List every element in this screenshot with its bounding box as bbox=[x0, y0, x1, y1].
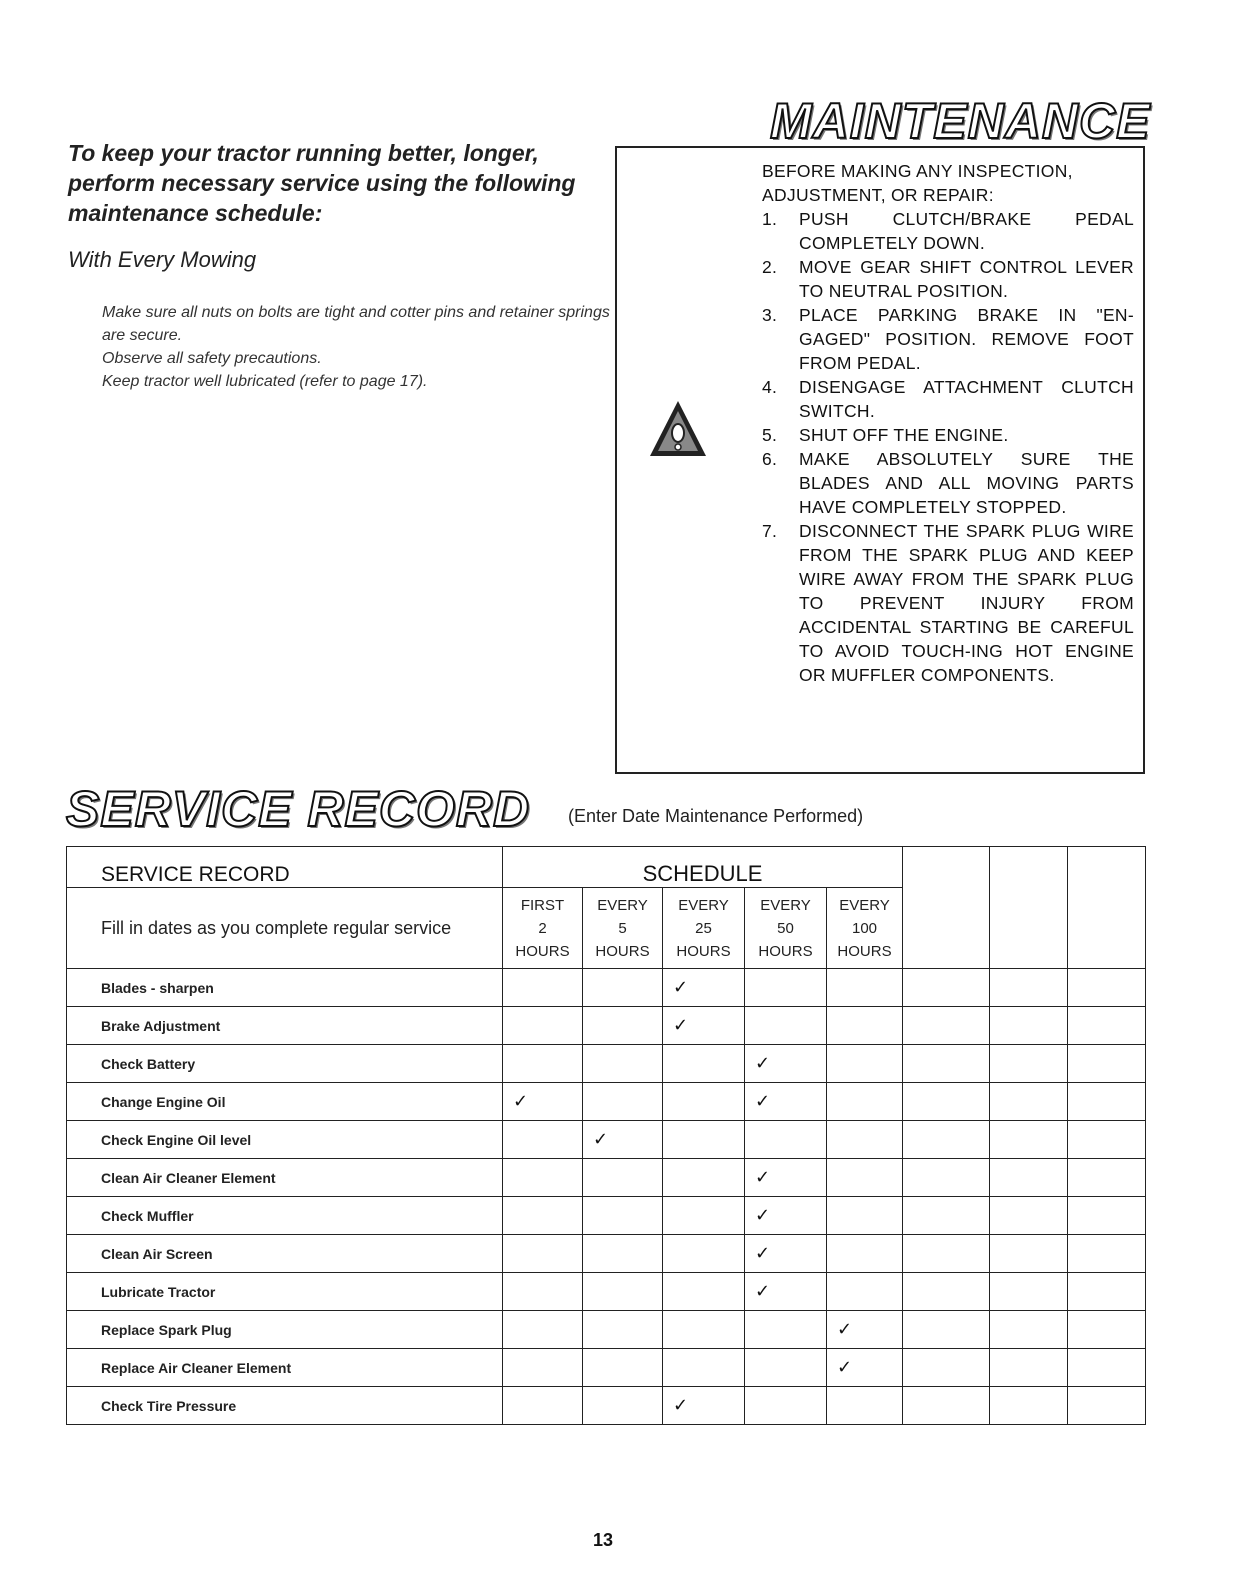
schedule-cell bbox=[745, 1349, 827, 1387]
service-record-table bbox=[66, 846, 1146, 1425]
warning-step bbox=[762, 303, 1134, 375]
schedule-cell bbox=[827, 1045, 903, 1083]
check-mark-icon: ✓ bbox=[745, 1273, 827, 1311]
date-entry-cell[interactable] bbox=[990, 1159, 1068, 1197]
table-row bbox=[67, 1045, 1146, 1083]
date-entry-cell[interactable] bbox=[990, 1311, 1068, 1349]
schedule-cell bbox=[583, 1387, 663, 1425]
date-column-header bbox=[903, 847, 990, 969]
service-record-title: SERVICE RECORD bbox=[66, 781, 531, 837]
date-entry-cell[interactable] bbox=[990, 1007, 1068, 1045]
date-entry-cell[interactable] bbox=[990, 1387, 1068, 1425]
table-row bbox=[67, 1159, 1146, 1197]
warning-step bbox=[762, 423, 1134, 447]
date-entry-cell[interactable] bbox=[1068, 1159, 1146, 1197]
step-text: SHUT OFF THE ENGINE. bbox=[799, 425, 1009, 445]
date-entry-cell[interactable] bbox=[903, 969, 990, 1007]
table-row bbox=[67, 1121, 1146, 1159]
date-entry-cell[interactable] bbox=[1068, 1349, 1146, 1387]
mowing-item: Observe all safety precautions. bbox=[102, 350, 322, 367]
date-entry-cell[interactable] bbox=[903, 1045, 990, 1083]
table-row bbox=[67, 1273, 1146, 1311]
date-entry-cell[interactable] bbox=[903, 1311, 990, 1349]
mowing-list bbox=[102, 301, 612, 393]
table-row bbox=[67, 1311, 1146, 1349]
date-entry-cell[interactable] bbox=[990, 969, 1068, 1007]
schedule-cell bbox=[503, 1197, 583, 1235]
step-text: DISENGAGE ATTACHMENT CLUTCH SWITCH. bbox=[799, 377, 1134, 421]
date-entry-cell[interactable] bbox=[1068, 1083, 1146, 1121]
task-name: Replace Air Cleaner Element bbox=[67, 1349, 503, 1387]
schedule-cell bbox=[583, 1349, 663, 1387]
date-entry-cell[interactable] bbox=[903, 1121, 990, 1159]
schedule-cell bbox=[663, 1083, 745, 1121]
step-text: MOVE GEAR SHIFT CONTROL LEVER TO NEUTRAL POSITION. bbox=[799, 257, 1134, 301]
date-entry-cell[interactable] bbox=[990, 1197, 1068, 1235]
task-name: Check Tire Pressure bbox=[67, 1387, 503, 1425]
task-name: Brake Adjustment bbox=[67, 1007, 503, 1045]
date-entry-cell[interactable] bbox=[1068, 1007, 1146, 1045]
schedule-cell bbox=[745, 1387, 827, 1425]
date-entry-cell[interactable] bbox=[1068, 1121, 1146, 1159]
warning-step bbox=[762, 375, 1134, 423]
schedule-cell bbox=[663, 1045, 745, 1083]
schedule-cell bbox=[583, 1311, 663, 1349]
task-name: Replace Spark Plug bbox=[67, 1311, 503, 1349]
schedule-header: SCHEDULE bbox=[503, 847, 903, 888]
check-mark-icon: ✓ bbox=[827, 1349, 903, 1387]
intro-text: To keep your tractor running better, longer, perform necessary service using the following maintenance schedule: bbox=[68, 140, 576, 226]
table-row bbox=[67, 969, 1146, 1007]
schedule-cell bbox=[503, 1159, 583, 1197]
schedule-cell bbox=[827, 1007, 903, 1045]
schedule-cell bbox=[503, 1121, 583, 1159]
schedule-cell bbox=[583, 1197, 663, 1235]
step-text: DISCONNECT THE SPARK PLUG WIRE FROM THE SPARK PLUG AND KEEP WIRE AWAY FROM THE SPARK PLUG TO PREVENT INJURY FROM ACCIDENTAL STARTING BE CAREFUL TO AVOID TOUCH-ING HOT ENGINE OR MUFFLER COMPONENTS. bbox=[799, 521, 1134, 685]
schedule-cell bbox=[663, 1159, 745, 1197]
date-entry-cell[interactable] bbox=[1068, 1311, 1146, 1349]
check-mark-icon: ✓ bbox=[745, 1045, 827, 1083]
date-entry-cell[interactable] bbox=[990, 1121, 1068, 1159]
table-row bbox=[67, 1007, 1146, 1045]
check-mark-icon: ✓ bbox=[663, 1007, 745, 1045]
check-mark-icon: ✓ bbox=[663, 1387, 745, 1425]
check-mark-icon: ✓ bbox=[583, 1121, 663, 1159]
warning-step bbox=[762, 207, 1134, 255]
date-entry-cell[interactable] bbox=[990, 1273, 1068, 1311]
check-mark-icon: ✓ bbox=[663, 969, 745, 1007]
schedule-cell bbox=[503, 1007, 583, 1045]
date-entry-cell[interactable] bbox=[903, 1235, 990, 1273]
schedule-cell bbox=[583, 1235, 663, 1273]
schedule-cell bbox=[827, 1235, 903, 1273]
date-entry-cell[interactable] bbox=[903, 1273, 990, 1311]
interval-header: EVERY 5 HOURS bbox=[583, 888, 663, 969]
schedule-cell bbox=[503, 1387, 583, 1425]
date-entry-cell[interactable] bbox=[903, 1349, 990, 1387]
schedule-cell bbox=[663, 1197, 745, 1235]
interval-header: EVERY 100 HOURS bbox=[827, 888, 903, 969]
interval-header: EVERY 25 HOURS bbox=[663, 888, 745, 969]
schedule-cell bbox=[827, 1273, 903, 1311]
step-number: 6. bbox=[762, 449, 778, 469]
step-text: PLACE PARKING BRAKE IN "EN-GAGED" POSITION. REMOVE FOOT FROM PEDAL. bbox=[799, 305, 1134, 373]
warning-step bbox=[762, 447, 1134, 519]
schedule-cell bbox=[503, 1311, 583, 1349]
fill-in-instructions: Fill in dates as you complete regular service bbox=[67, 888, 503, 969]
task-rows bbox=[67, 969, 1146, 1425]
schedule-cell bbox=[827, 1083, 903, 1121]
with-every-mowing-heading: With Every Mowing bbox=[68, 247, 257, 272]
step-number: 3. bbox=[762, 305, 778, 325]
table-row bbox=[67, 1387, 1146, 1425]
date-entry-cell[interactable] bbox=[990, 1045, 1068, 1083]
date-entry-cell[interactable] bbox=[1068, 1273, 1146, 1311]
schedule-cell bbox=[745, 969, 827, 1007]
maintenance-title: MAINTENANCE bbox=[770, 93, 1151, 149]
warning-triangle-icon bbox=[648, 398, 708, 460]
step-number: 7. bbox=[762, 521, 778, 541]
task-name: Blades - sharpen bbox=[67, 969, 503, 1007]
date-entry-cell[interactable] bbox=[1068, 1197, 1146, 1235]
step-number: 2. bbox=[762, 257, 778, 277]
table-header-title: SERVICE RECORD bbox=[67, 847, 503, 888]
warning-intro: BEFORE MAKING ANY INSPECTION, ADJUSTMENT, OR REPAIR: bbox=[762, 161, 1073, 205]
schedule-cell bbox=[583, 1159, 663, 1197]
schedule-cell bbox=[745, 1007, 827, 1045]
schedule-cell bbox=[583, 1045, 663, 1083]
date-column-header bbox=[990, 847, 1068, 969]
mowing-item: Keep tractor well lubricated (refer to page 17). bbox=[102, 373, 428, 390]
date-entry-cell[interactable] bbox=[990, 1349, 1068, 1387]
schedule-cell bbox=[503, 969, 583, 1007]
task-name: Check Muffler bbox=[67, 1197, 503, 1235]
check-mark-icon: ✓ bbox=[745, 1235, 827, 1273]
schedule-cell bbox=[827, 1121, 903, 1159]
schedule-cell bbox=[663, 1273, 745, 1311]
interval-header: FIRST 2 HOURS bbox=[503, 888, 583, 969]
page-number: 13 bbox=[593, 1530, 614, 1550]
date-entry-cell[interactable] bbox=[903, 1159, 990, 1197]
table-row bbox=[67, 1235, 1146, 1273]
date-entry-cell[interactable] bbox=[903, 1007, 990, 1045]
schedule-cell bbox=[583, 1273, 663, 1311]
step-number: 1. bbox=[762, 209, 778, 229]
check-mark-icon: ✓ bbox=[503, 1083, 583, 1121]
service-record-table-wrap bbox=[66, 846, 1145, 1425]
date-entry-cell[interactable] bbox=[903, 1083, 990, 1121]
interval-header: EVERY 50 HOURS bbox=[745, 888, 827, 969]
warning-step bbox=[762, 255, 1134, 303]
step-text: MAKE ABSOLUTELY SURE THE BLADES AND ALL MOVING PARTS HAVE COMPLETELY STOPPED. bbox=[799, 449, 1134, 517]
check-mark-icon: ✓ bbox=[745, 1083, 827, 1121]
schedule-cell bbox=[583, 1083, 663, 1121]
date-column-header bbox=[1068, 847, 1146, 969]
schedule-cell bbox=[745, 1121, 827, 1159]
task-name: Check Engine Oil level bbox=[67, 1121, 503, 1159]
warning-step bbox=[762, 519, 1134, 687]
schedule-cell bbox=[503, 1273, 583, 1311]
schedule-cell bbox=[745, 1311, 827, 1349]
step-number: 4. bbox=[762, 377, 778, 397]
schedule-cell bbox=[827, 1159, 903, 1197]
date-entry-cell[interactable] bbox=[990, 1235, 1068, 1273]
task-name: Check Battery bbox=[67, 1045, 503, 1083]
check-mark-icon: ✓ bbox=[827, 1311, 903, 1349]
service-record-note: (Enter Date Maintenance Performed) bbox=[568, 806, 864, 826]
task-name: Change Engine Oil bbox=[67, 1083, 503, 1121]
schedule-cell bbox=[503, 1045, 583, 1083]
schedule-cell bbox=[503, 1349, 583, 1387]
check-mark-icon: ✓ bbox=[745, 1159, 827, 1197]
date-entry-cell[interactable] bbox=[1068, 969, 1146, 1007]
schedule-cell bbox=[827, 1197, 903, 1235]
date-entry-cell[interactable] bbox=[990, 1083, 1068, 1121]
schedule-cell bbox=[663, 1121, 745, 1159]
schedule-cell bbox=[663, 1235, 745, 1273]
date-entry-cell[interactable] bbox=[903, 1197, 990, 1235]
schedule-cell bbox=[827, 1387, 903, 1425]
task-name: Clean Air Screen bbox=[67, 1235, 503, 1273]
table-row bbox=[67, 1083, 1146, 1121]
schedule-cell bbox=[503, 1235, 583, 1273]
warning-steps bbox=[762, 207, 1134, 687]
date-entry-cell[interactable] bbox=[1068, 1235, 1146, 1273]
task-name: Clean Air Cleaner Element bbox=[67, 1159, 503, 1197]
check-mark-icon: ✓ bbox=[745, 1197, 827, 1235]
schedule-cell bbox=[583, 1007, 663, 1045]
date-entry-cell[interactable] bbox=[1068, 1387, 1146, 1425]
table-row bbox=[67, 1349, 1146, 1387]
schedule-cell bbox=[827, 969, 903, 1007]
mowing-item: Make sure all nuts on bolts are tight and cotter pins and retainer springs are secure. bbox=[102, 304, 610, 344]
step-text: PUSH CLUTCH/BRAKE PEDAL COMPLETELY DOWN. bbox=[799, 209, 1134, 253]
date-entry-cell[interactable] bbox=[903, 1387, 990, 1425]
task-name: Lubricate Tractor bbox=[67, 1273, 503, 1311]
table-row bbox=[67, 1197, 1146, 1235]
schedule-cell bbox=[583, 969, 663, 1007]
schedule-cell bbox=[663, 1311, 745, 1349]
schedule-cell bbox=[663, 1349, 745, 1387]
date-entry-cell[interactable] bbox=[1068, 1045, 1146, 1083]
step-number: 5. bbox=[762, 425, 778, 445]
